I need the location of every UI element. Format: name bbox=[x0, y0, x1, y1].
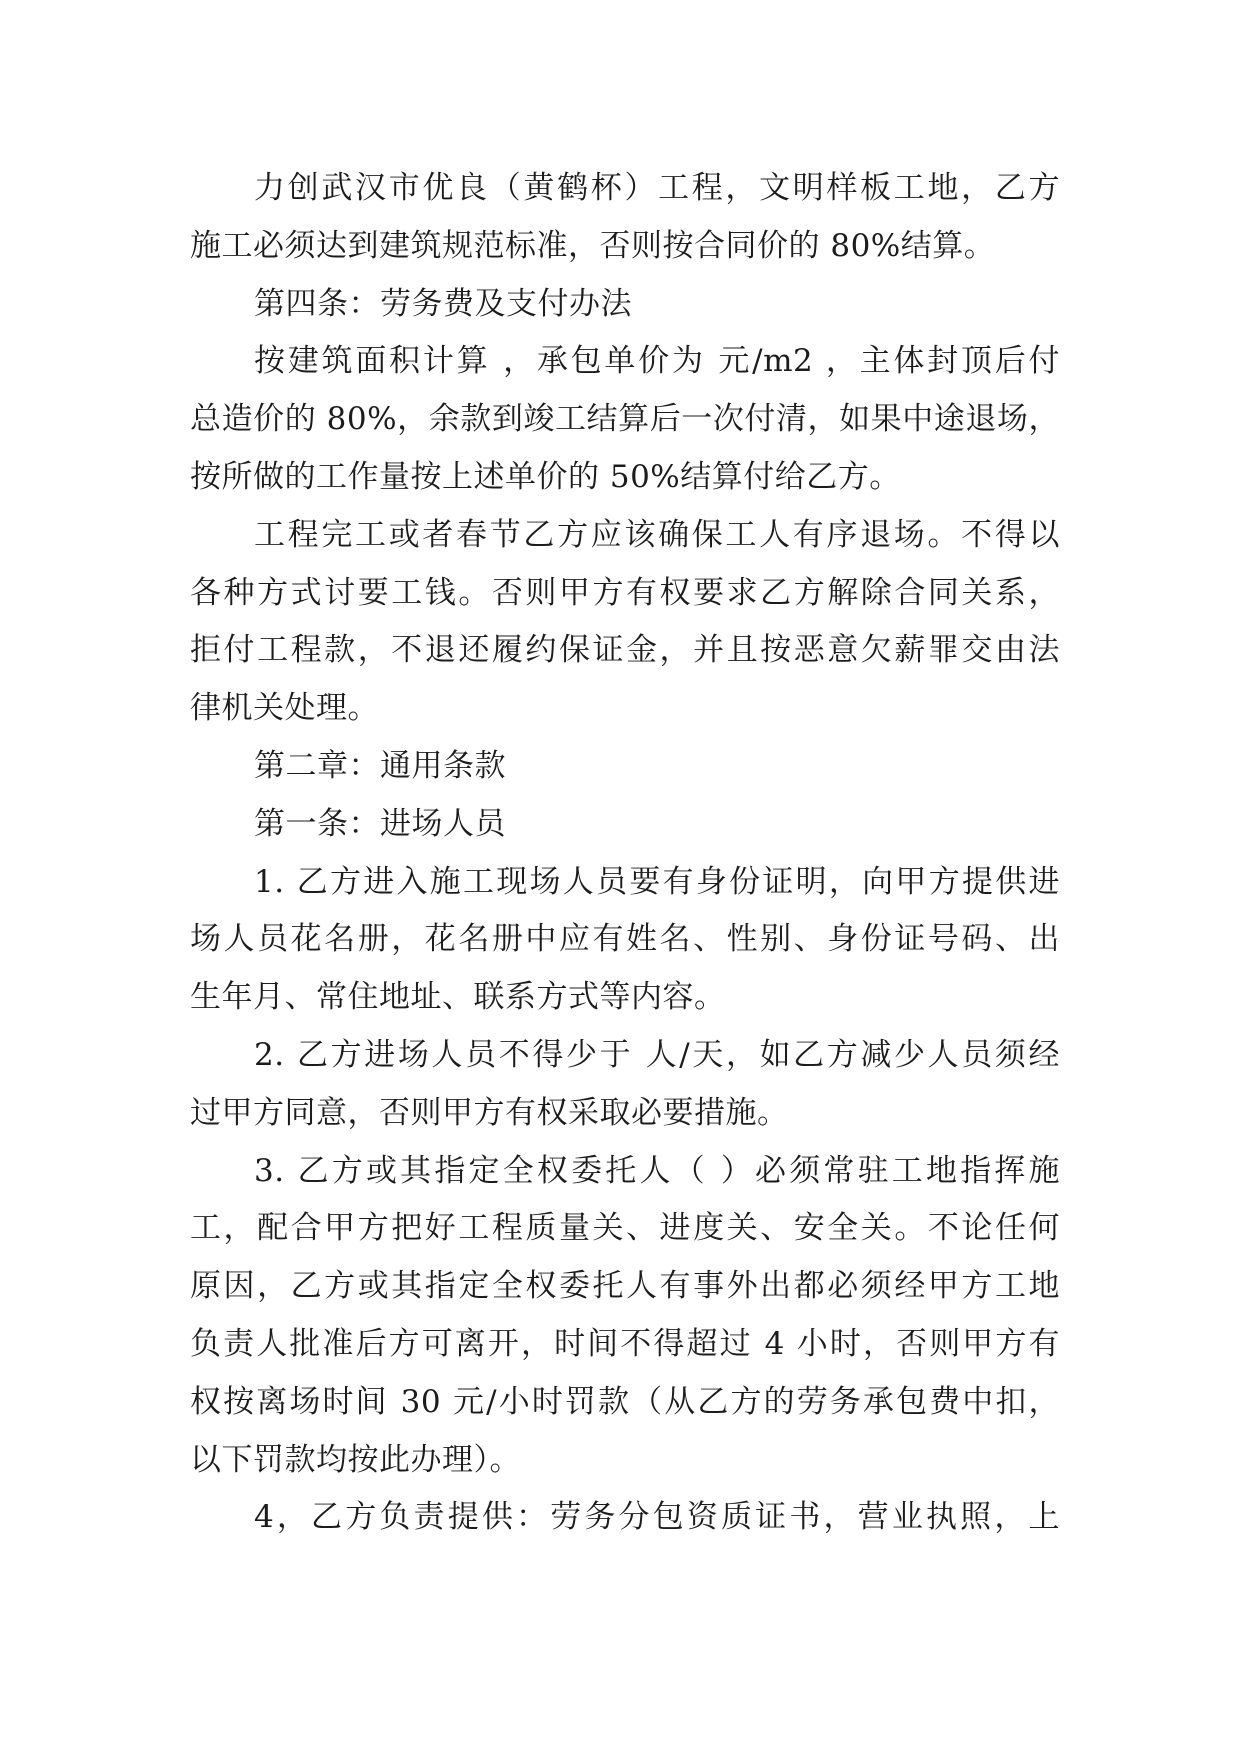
paragraph-line: 3. 乙方或其指定全权委托人（ ）必须常驻工地指挥施 bbox=[254, 1152, 1060, 1189]
paragraph-line: 总造价的 80%，余款到竣工结算后一次付清，如果中途退场， bbox=[190, 401, 1060, 438]
paragraph-line: 各种方式讨要工钱。否则甲方有权要求乙方解除合同关系， bbox=[190, 574, 1060, 611]
paragraph-line: 按建筑面积计算 ，承包单价为 元/m2 ，主体封顶后付 bbox=[254, 343, 1060, 380]
paragraph-line: 1. 乙方进入施工现场人员要有身份证明，向甲方提供进 bbox=[254, 863, 1060, 900]
paragraph-line: 权按离场时间 30 元/小时罚款（从乙方的劳务承包费中扣， bbox=[190, 1383, 1060, 1420]
document-body bbox=[190, 160, 1060, 1547]
paragraph-line: 拒付工程款，不退还履约保证金，并且按恶意欠薪罪交由法 bbox=[190, 632, 1060, 669]
paragraph-line: 生年月、常住地址、联系方式等内容。 bbox=[190, 979, 726, 1016]
paragraph-line: 工，配合甲方把好工程质量关、进度关、安全关。不论任何 bbox=[190, 1210, 1060, 1247]
paragraph-line: 原因，乙方或其指定全权委托人有事外出都必须经甲方工地 bbox=[190, 1268, 1060, 1305]
paragraph-line: 工程完工或者春节乙方应该确保工人有序退场。不得以 bbox=[254, 516, 1060, 553]
paragraph-line: 场人员花名册，花名册中应有姓名、性别、身份证号码、出 bbox=[190, 921, 1060, 958]
chapter-heading: 第二章：通用条款 bbox=[254, 747, 506, 784]
paragraph-line: 按所做的工作量按上述单价的 50%结算付给乙方。 bbox=[190, 458, 901, 495]
paragraph-line: 过甲方同意，否则甲方有权采取必要措施。 bbox=[190, 1094, 789, 1131]
paragraph-line: 律机关处理。 bbox=[190, 690, 379, 727]
paragraph-line: 4，乙方负责提供：劳务分包资质证书，营业执照，上 bbox=[254, 1499, 1060, 1536]
paragraph-line: 2. 乙方进场人员不得少于 人/天，如乙方减少人员须经 bbox=[254, 1036, 1060, 1073]
paragraph-line: 负责人批准后方可离开，时间不得超过 4 小时，否则甲方有 bbox=[190, 1325, 1060, 1362]
paragraph-line: 施工必须达到建筑规范标准，否则按合同价的 80%结算。 bbox=[190, 227, 996, 264]
paragraph-line: 以下罚款均按此办理）。 bbox=[190, 1441, 521, 1478]
section-heading: 第一条：进场人员 bbox=[254, 805, 506, 842]
section-heading: 第四条：劳务费及支付办法 bbox=[254, 285, 632, 322]
paragraph-line: 力创武汉市优良（黄鹤杯）工程，文明样板工地，乙方 bbox=[254, 170, 1060, 206]
